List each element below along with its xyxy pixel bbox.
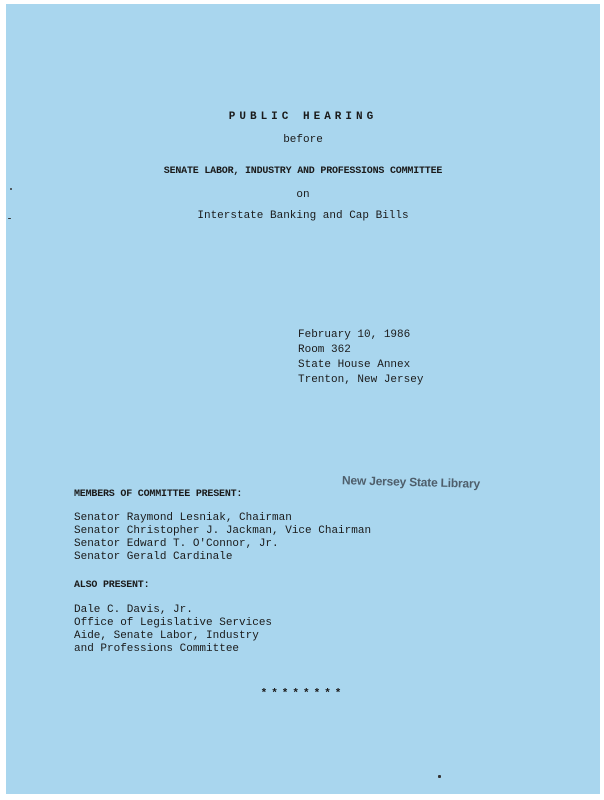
also-present-item: and Professions Committee (74, 643, 240, 655)
members-list (74, 512, 371, 564)
library-stamp: New Jersey State Library (341, 473, 481, 491)
closing-stars: ******** (260, 688, 346, 700)
committee-name: SENATE LABOR, INDUSTRY AND PROFESSIONS COMMITTEE (163, 166, 443, 177)
also-present-item: Aide, Senate Labor, Industry (74, 630, 259, 642)
scan-speck (8, 218, 11, 219)
member-item: Senator Gerald Cardinale (74, 551, 233, 563)
document-page (6, 4, 600, 794)
hearing-subject: Interstate Banking and Cap Bills (197, 210, 409, 222)
hearing-building: State House Annex (298, 359, 411, 371)
also-present-item: Office of Legislative Services (74, 617, 273, 629)
hearing-city: Trenton, New Jersey (298, 374, 424, 386)
hearing-date: February 10, 1986 (298, 329, 411, 341)
member-item: Senator Christopher J. Jackman, Vice Chairman (74, 525, 372, 537)
hearing-details (298, 328, 423, 388)
page-title: PUBLIC HEARING (228, 111, 378, 123)
on-text: on (296, 189, 310, 201)
before-text: before (283, 134, 323, 146)
hearing-room: Room 362 (298, 344, 351, 356)
also-present-item: Dale C. Davis, Jr. (74, 604, 193, 616)
also-present-list (74, 604, 272, 656)
scan-speck (438, 775, 441, 778)
member-item: Senator Raymond Lesniak, Chairman (74, 512, 292, 524)
members-heading: MEMBERS OF COMMITTEE PRESENT: (74, 489, 243, 500)
also-present-heading: ALSO PRESENT: (74, 580, 150, 591)
scan-speck (10, 188, 12, 190)
member-item: Senator Edward T. O'Connor, Jr. (74, 538, 279, 550)
